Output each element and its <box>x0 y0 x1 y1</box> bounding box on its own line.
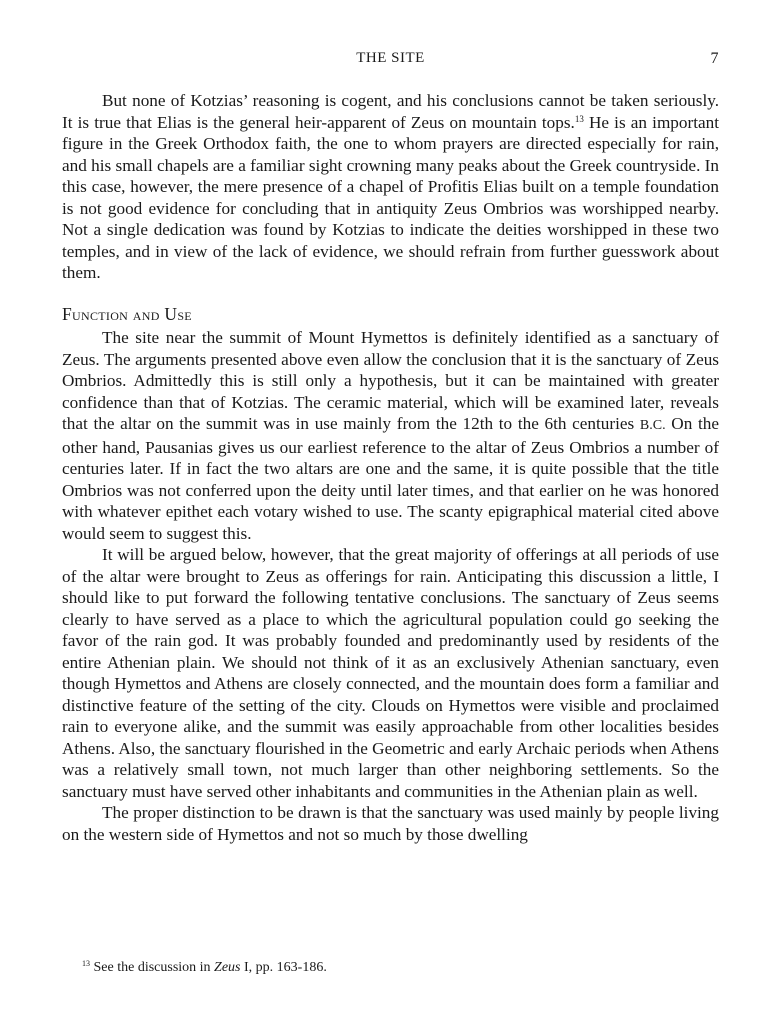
paragraph-1-text-a: But none of Kotzias’ reasoning is cogent, and his conclusions cannot be taken seriously. It is true that Elias is the general heir-apparent of Zeus on mountain tops. <box>62 91 719 132</box>
footnote-text-a: See the discussion in <box>90 960 215 975</box>
body-text <box>62 90 719 845</box>
footnote-number: 13 <box>82 959 90 968</box>
page-header <box>62 50 719 72</box>
section-heading: Function and Use <box>62 303 192 324</box>
paragraph-2-text-b: On the other hand, Pausanias gives us our earliest reference to the altar of Zeus Ombrios a number of centuries later. If in fact the two altars are one and the same, it is quite possible that the title Ombrios was not conferred upon the deity until later times, and that earlier on he was honored with whatever epithet each votary wished to use. The scanty epigraphical material cited above would seem to suggest this. <box>62 414 719 543</box>
footnote <box>82 960 327 976</box>
era-abbreviation: B.C. <box>639 418 666 433</box>
footnote-italic-title: Zeus <box>214 960 241 975</box>
paragraph-4: The proper distinction to be drawn is that the sanctuary was used mainly by people living on the western side of Hymettos and not so much by those dwelling <box>62 803 719 844</box>
paragraph-2 <box>62 327 719 544</box>
paragraph-2-text-a: The site near the summit of Mount Hymettos is definitely identified as a sanctuary of Zeus. The arguments presented above even allow the conclusion that it is the sanctuary of Zeus Ombrios. Admittedly this is still only a hypothesis, but it can be maintained with greater confidence than that of Kotzias. The ceramic material, which will be examined later, reveals that the altar on the summit was in use mainly from the 12th to the 6th centuries <box>62 328 719 433</box>
paragraph-3: It will be argued below, however, that the great majority of offerings at all periods of use of the altar were brought to Zeus as offerings for rain. Anticipating this discussion a little, I should like to put forward the following tentative conclusions. The sanctuary of Zeus seems clearly to have served as a place to which the agricultural population could go seeking the favor of the rain god. It was probably founded and predominantly used by residents of the entire Athenian plain. We should not think of it as an exclusively Athenian sanctuary, even though Hymettos and Athens are closely connected, and the mountain does form a familiar and distinctive feature of the setting of the city. Clouds on Hymettos were visible and proclaimed rain to everyone alike, and the summit was easily approachable from other localities besides Athens. Also, the sanctuary flourished in the Geometric and early Archaic periods when Athens was a relatively small town, not much larger than other neighboring settlements. So the sanctuary must have served other inhabitants and communities in the Athenian plain as well. <box>62 545 719 801</box>
paragraph-1 <box>62 90 719 284</box>
footnote-text-b: I, pp. 163-186. <box>240 960 327 975</box>
footnote-reference: 13 <box>574 113 584 124</box>
page-number: 7 <box>710 50 719 67</box>
paragraph-1-text-b: He is an important figure in the Greek Orthodox faith, the one to whom prayers are directed especially for rain, and his small chapels are a familiar sight crowning many peaks about the Greek countryside. In this case, however, the mere presence of a chapel of Profitis Elias built on a temple foundation is not good evidence for concluding that in antiquity Zeus Ombrios was worshipped nearby. Not a single dedication was found by Kotzias to indicate the deities worshipped in these two temples, and in view of the lack of evidence, we should refrain from further guesswork about them. <box>62 112 719 282</box>
running-title: THE SITE <box>356 50 425 66</box>
